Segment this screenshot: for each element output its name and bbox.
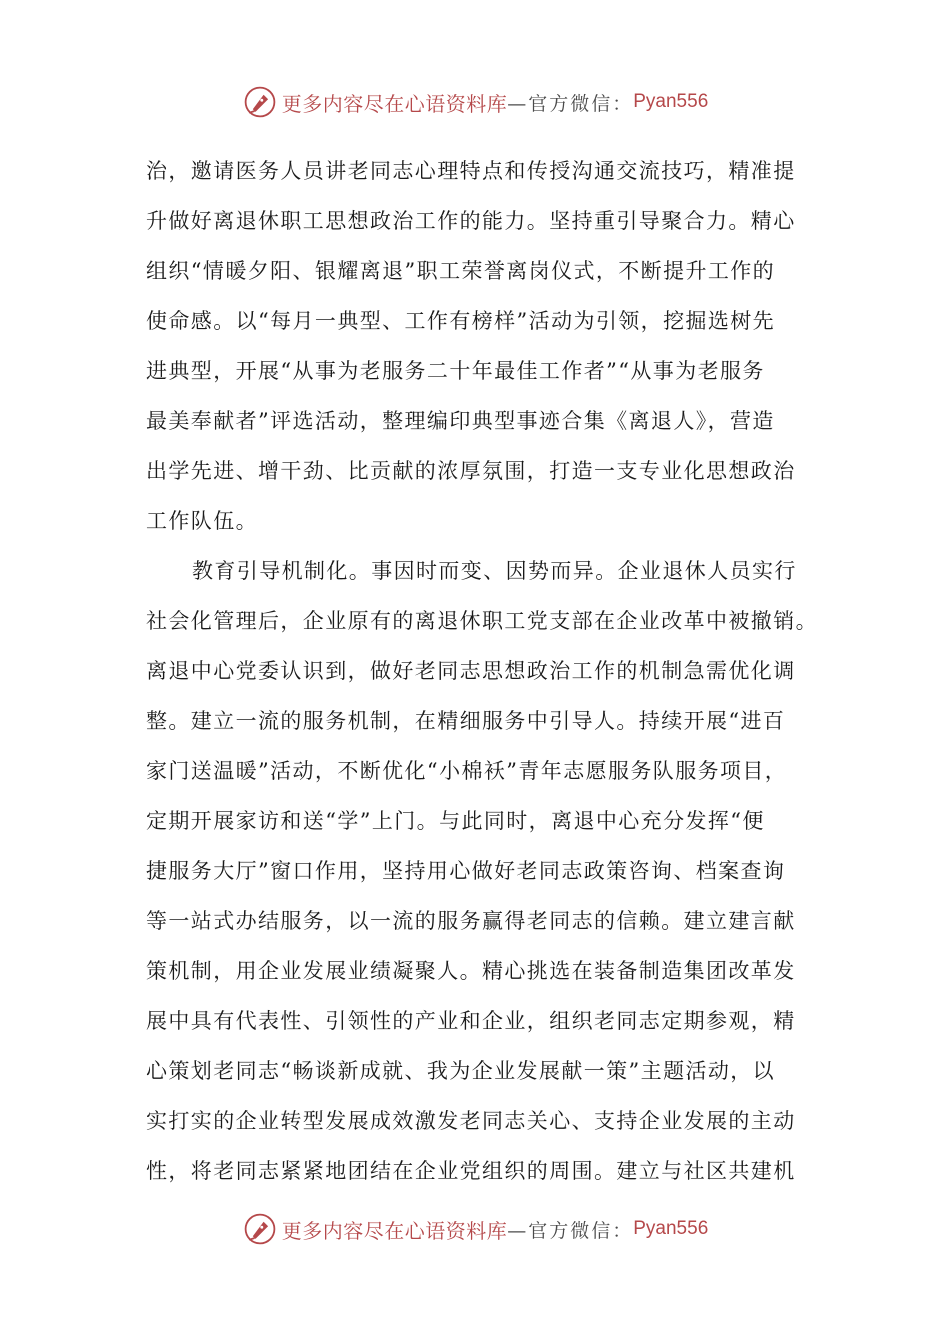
paragraph-line: 升做好离退休职工思想政治工作的能力。坚持重引导聚合力。精心 xyxy=(146,209,796,233)
pen-nib-logo-icon xyxy=(242,84,278,120)
banner-wechat-id: Pyan556 xyxy=(633,1218,709,1239)
paragraph-line: 工作队伍。 xyxy=(146,509,258,533)
paragraph-line: 捷服务大厅”窗口作用，坚持用心做好老同志政策咨询、档案查询 xyxy=(146,859,786,883)
paragraph-line: 等一站式办结服务，以一流的服务赢得老同志的信赖。建立建言献 xyxy=(146,909,796,933)
paragraph-line: 心策划老同志“畅谈新成就、我为企业发展献一策”主题活动，以 xyxy=(146,1059,776,1083)
paragraph-line: 进典型，开展“从事为老服务二十年最佳工作者”“从事为老服务 xyxy=(146,359,765,383)
paragraph-line: 实打实的企业转型发展成效激发老同志关心、支持企业发展的主动 xyxy=(146,1109,796,1133)
paragraph-line: 社会化管理后，企业原有的离退休职工党支部在企业改革中被撤销。 xyxy=(146,609,818,633)
banner-site-name: 更多内容尽在心语资料库 xyxy=(281,91,508,116)
banner-site-name: 更多内容尽在心语资料库 xyxy=(281,1218,508,1243)
paragraph-line: 使命感。以“每月一典型、工作有榜样”活动为引领，挖掘选树先 xyxy=(146,309,776,333)
paragraph-line: 策机制，用企业发展业绩凝聚人。精心挑选在装备制造集团改革发 xyxy=(146,959,796,983)
paragraph-line: 整。建立一流的服务机制，在精细服务中引导人。持续开展“进百 xyxy=(146,709,786,733)
banner-wechat-label: —官方微信： xyxy=(507,92,634,115)
document-body xyxy=(146,146,818,1196)
paragraph-line: 性，将老同志紧紧地团结在企业党组织的周围。建立与社区共建机 xyxy=(146,1159,796,1183)
paragraph-line: 离退中心党委认识到，做好老同志思想政治工作的机制急需优化调 xyxy=(146,659,796,683)
paragraph-line: 教育引导机制化。事因时而变、因势而异。企业退休人员实行 xyxy=(192,559,797,583)
paragraph-line: 组织“情暖夕阳、银耀离退”职工荣誉离岗仪式，不断提升工作的 xyxy=(146,259,776,283)
paragraph-line: 出学先进、增干劲、比贡献的浓厚氛围，打造一支专业化思想政治 xyxy=(146,459,796,483)
paragraph-line: 展中具有代表性、引领性的产业和企业，组织老同志定期参观，精 xyxy=(146,1009,796,1033)
paragraph-line: 家门送温暖”活动，不断优化“小棉袄”青年志愿服务队服务项目， xyxy=(146,759,788,783)
footer-banner xyxy=(0,1209,950,1249)
paragraph-line: 定期开展家访和送“学”上门。与此同时，离退中心充分发挥“便 xyxy=(146,809,765,833)
pen-nib-logo-icon xyxy=(242,1211,278,1247)
paragraph-line: 最美奉献者”评选活动，整理编印典型事迹合集《离退人》，营造 xyxy=(146,409,775,433)
banner-wechat-label: —官方微信： xyxy=(507,1219,634,1242)
banner-wechat-id: Pyan556 xyxy=(633,91,709,112)
paragraph-line: 治，邀请医务人员讲老同志心理特点和传授沟通交流技巧，精准提 xyxy=(146,159,796,183)
header-banner xyxy=(0,82,950,122)
